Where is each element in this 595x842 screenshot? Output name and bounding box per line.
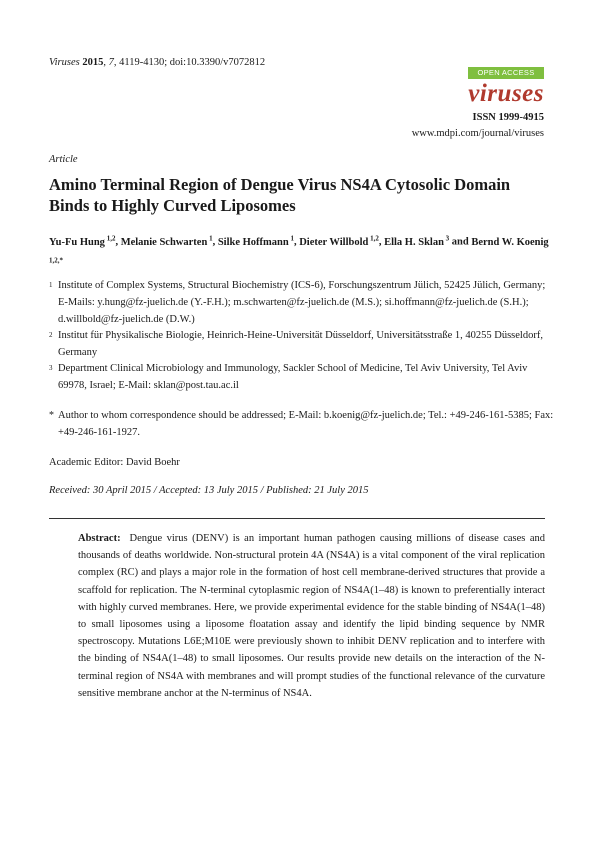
author-name: Dieter Willbold [299, 236, 369, 248]
author-name: Silke Hoffmann [217, 236, 289, 248]
correspondence-mark: * [49, 410, 54, 421]
affiliation-text: Department Clinical Microbiology and Immunology, Sackler School of Medicine, Tel Aviv University, Tel Aviv 69978, Israel; E-Mail: sklan@post.tau.ac.il [58, 363, 528, 391]
affiliation-text: Institut für Physikalische Biologie, Heinrich-Heine-Universität Düsseldorf, Universitätsstraße 1, 40255 Düsseldorf, Germany [58, 330, 543, 358]
issn: ISSN 1999-4915 [472, 112, 544, 123]
affiliation-1 [49, 277, 554, 328]
citation-journal: Viruses [49, 57, 80, 68]
author-name: Melanie Schwarten [120, 236, 208, 248]
author-affiliation-sup: 1,2 [104, 234, 116, 242]
journal-url[interactable]: www.mdpi.com/journal/viruses [411, 128, 544, 139]
affiliation-number: 1 [49, 281, 53, 289]
author-affiliation-sup: 1 [288, 234, 294, 242]
abstract-text: Dengue virus (DENV) is an important human pathogen causing millions of disease cases and thousands of deaths worldwide. Non-structural protein 4A (NS4A) is a vital component of the viral replication complex (RC) and plays a major role in the formation of host cell membrane-derived structures that provide a scaffold for replication. The N-terminal cytoplasmic region of NS4A(1–48) is known to preferentially interact with highly curved membranes. Here, we provide experimental evidence for the stable binding of NS4A(1–48) to small liposomes using a liposome floatation assay and identify the lipid binding sequence by NMR spectroscopy. Mutations L6E;M10E were previously shown to inhibit DENV replication and to interfere with the binding of NS4A(1–48) to small liposomes. Our results provide new details on the interaction of the N-terminal region of NS4A with membranes and will prompt studies of the functional relevance of the curvature sensitive membrane anchor at the N-terminus of NS4A. [78, 533, 546, 699]
author-affiliation-sup: 1 [207, 234, 213, 242]
author [299, 234, 379, 248]
author-name: Bernd W. Koenig [471, 236, 549, 248]
publication-dates: Received: 30 April 2015 / Accepted: 13 July 2015 / Published: 21 July 2015 [49, 485, 369, 496]
author-name: Ella H. Sklan [384, 236, 444, 248]
journal-logo: viruses [468, 80, 544, 107]
affiliation-3 [49, 360, 554, 394]
academic-editor: Academic Editor: David Boehr [49, 457, 180, 468]
affiliation-number: 3 [49, 364, 53, 372]
citation-volume: 7 [108, 57, 114, 68]
author-affiliation-sup: 3 [443, 234, 450, 242]
abstract-label: Abstract: [78, 533, 121, 544]
author-affiliation-sup: 1,2,* [49, 256, 63, 265]
correspondence-text: Author to whom correspondence should be addressed; E-Mail: b.koenig@fz-juelich.de; Tel.: +49-246-161-5385; Fax: +49-246-161-1927. [58, 410, 554, 438]
affiliation-text: Institute of Complex Systems, Structural Biochemistry (ICS-6), Forschungszentrum Jülich, 52425 Jülich, Germany; E-Mails: y.hung@fz-juelich.de (Y.-F.H.); m.schwarten@fz-juelich.de (M.S.); si.hoffmann@fz-juelich.de (S.H.); d.willbold@fz-juelich.de (D.W.) [58, 280, 546, 325]
author [384, 234, 450, 248]
open-access-badge: OPEN ACCESS [468, 67, 544, 79]
affiliation-2 [49, 327, 554, 361]
abstract [78, 530, 545, 702]
author-list: Yu-Fu Hung $^{1,2}$, Melanie Schwarten $^1$, Silke Hoffmann $^1$, Dieter Willbold $^{1,2}$, Ella H. Sklan $^3$ and Bernd W. Koenig $^{1,2,*}$ [49, 229, 549, 274]
article-type: Article [49, 154, 78, 165]
author [49, 234, 116, 248]
citation-line: Viruses 2015, 7, 4119-4130; doi:10.3390/v7072812 [49, 57, 266, 68]
correspondence-note [49, 407, 554, 441]
affiliation-number: 2 [49, 331, 53, 339]
author [217, 234, 294, 248]
paper-title: Amino Terminal Region of Dengue Virus NS4A Cytosolic Domain Binds to Highly Curved Liposomes [49, 175, 511, 215]
section-divider [49, 518, 545, 519]
citation-year: 2015 [82, 57, 104, 68]
author [120, 234, 213, 248]
author-name: Yu-Fu Hung [49, 236, 105, 248]
citation-pages-doi: 4119-4130; doi:10.3390/v7072812 [119, 57, 266, 68]
author-affiliation-sup: 1,2 [368, 234, 379, 242]
